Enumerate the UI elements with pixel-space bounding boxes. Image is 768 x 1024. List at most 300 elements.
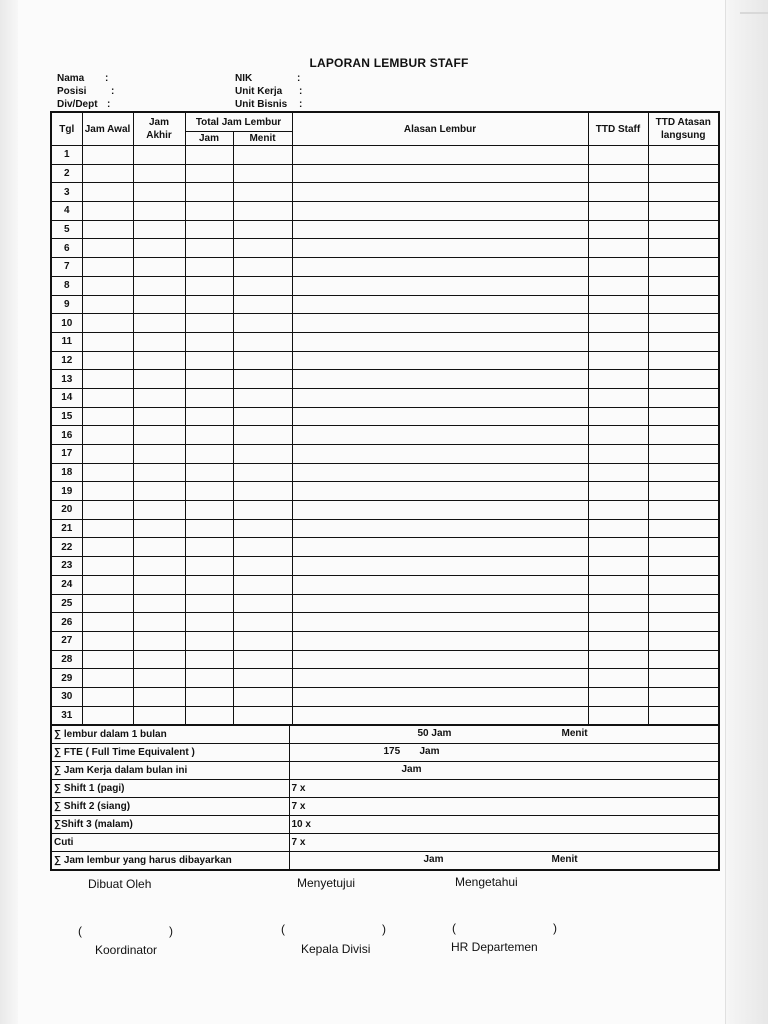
total-jam-cell [185, 613, 233, 632]
jam-akhir-cell [133, 575, 185, 594]
jam-awal-cell [82, 220, 133, 239]
total-menit-cell [233, 220, 292, 239]
scan-edge-right [725, 0, 768, 1024]
total-menit-cell [233, 295, 292, 314]
total-jam-cell [185, 220, 233, 239]
jam-akhir-cell [133, 445, 185, 464]
total-jam-cell [185, 146, 233, 165]
signature-kepala-divisi: Kepala Divisi [301, 942, 371, 956]
jam-akhir-cell [133, 202, 185, 221]
ttd-atasan-cell [648, 351, 719, 370]
jam-awal-cell [82, 351, 133, 370]
ttd-staff-cell [588, 706, 648, 725]
alasan-cell [292, 370, 588, 389]
signature-paren-close-3: ) [553, 921, 557, 935]
ttd-staff-cell [588, 202, 648, 221]
total-jam-cell [185, 706, 233, 725]
jam-akhir-cell [133, 239, 185, 258]
day-number-cell: 3 [51, 183, 82, 202]
col-header-jam-akhir-line1: Jam [148, 117, 169, 128]
total-jam-cell [185, 519, 233, 538]
day-row [51, 463, 719, 482]
summary-row [51, 762, 719, 780]
jam-awal-cell [82, 594, 133, 613]
col-header-jam-akhir [133, 112, 185, 146]
ttd-atasan-cell [648, 220, 719, 239]
ttd-atasan-cell [648, 594, 719, 613]
summary-kerja-label: ∑ Jam Kerja dalam bulan ini [51, 762, 289, 780]
total-menit-cell [233, 575, 292, 594]
field-nama-label: Nama [57, 73, 85, 84]
summary-row [51, 798, 719, 816]
jam-awal-cell [82, 146, 133, 165]
jam-awal-cell [82, 687, 133, 706]
alasan-cell [292, 314, 588, 333]
col-header-jam-awal: Jam Awal [82, 112, 133, 146]
total-menit-cell [233, 482, 292, 501]
ttd-atasan-cell [648, 146, 719, 165]
alasan-cell [292, 501, 588, 520]
day-row [51, 482, 719, 501]
ttd-atasan-cell [648, 276, 719, 295]
summary-kerja-value [289, 762, 719, 780]
ttd-staff-cell [588, 501, 648, 520]
signature-koordinator: Koordinator [95, 943, 158, 957]
field-posisi-colon: : [111, 86, 115, 97]
ttd-atasan-cell [648, 202, 719, 221]
signature-hr-departemen: HR Departemen [451, 940, 538, 954]
ttd-atasan-cell [648, 295, 719, 314]
total-jam-cell [185, 407, 233, 426]
total-jam-cell [185, 164, 233, 183]
total-menit-cell [233, 388, 292, 407]
ttd-staff-cell [588, 276, 648, 295]
jam-awal-cell [82, 669, 133, 688]
jam-akhir-cell [133, 370, 185, 389]
total-menit-cell [233, 258, 292, 277]
total-jam-cell [185, 295, 233, 314]
day-number-cell: 12 [51, 351, 82, 370]
ttd-staff-cell [588, 594, 648, 613]
alasan-cell [292, 202, 588, 221]
total-jam-cell [185, 332, 233, 351]
day-row [51, 706, 719, 725]
day-row [51, 557, 719, 576]
ttd-staff-cell [588, 631, 648, 650]
ttd-staff-cell [588, 220, 648, 239]
total-menit-cell [233, 202, 292, 221]
total-jam-cell [185, 482, 233, 501]
alasan-cell [292, 164, 588, 183]
col-header-ttd-atasan-line2: langsung [661, 130, 706, 141]
summary-fte-unit: Jam [419, 746, 440, 757]
field-unit-kerja-colon: : [299, 86, 303, 97]
total-menit-cell [233, 538, 292, 557]
alasan-cell [292, 295, 588, 314]
total-jam-cell [185, 631, 233, 650]
total-jam-cell [185, 202, 233, 221]
field-divdept [57, 99, 111, 110]
ttd-atasan-cell [648, 445, 719, 464]
ttd-atasan-cell [648, 314, 719, 333]
day-number-cell: 16 [51, 426, 82, 445]
jam-akhir-cell [133, 146, 185, 165]
jam-awal-cell [82, 463, 133, 482]
day-number-cell: 22 [51, 538, 82, 557]
total-menit-cell [233, 650, 292, 669]
ttd-atasan-cell [648, 538, 719, 557]
col-header-ttd-atasan-line1: TTD Atasan [655, 117, 711, 128]
day-row [51, 388, 719, 407]
day-number-cell: 6 [51, 239, 82, 258]
ttd-atasan-cell [648, 631, 719, 650]
field-nama-colon: : [105, 73, 109, 84]
col-header-alasan: Alasan Lembur [292, 112, 588, 146]
jam-awal-cell [82, 631, 133, 650]
total-menit-cell [233, 687, 292, 706]
summary-fte-label: ∑ FTE ( Full Time Equivalent ) [51, 744, 289, 762]
total-menit-cell [233, 631, 292, 650]
total-jam-cell [185, 370, 233, 389]
day-row [51, 370, 719, 389]
alasan-cell [292, 575, 588, 594]
total-jam-cell [185, 650, 233, 669]
jam-akhir-cell [133, 332, 185, 351]
ttd-atasan-cell [648, 482, 719, 501]
jam-akhir-cell [133, 501, 185, 520]
jam-awal-cell [82, 650, 133, 669]
jam-akhir-cell [133, 538, 185, 557]
total-jam-cell [185, 426, 233, 445]
day-number-cell: 24 [51, 575, 82, 594]
ttd-staff-cell [588, 258, 648, 277]
jam-awal-cell [82, 445, 133, 464]
ttd-atasan-cell [648, 407, 719, 426]
total-jam-cell [185, 388, 233, 407]
total-jam-cell [185, 538, 233, 557]
day-row [51, 519, 719, 538]
day-number-cell: 14 [51, 388, 82, 407]
total-jam-cell [185, 258, 233, 277]
summary-shift1-label: ∑ Shift 1 (pagi) [51, 780, 289, 798]
day-number-cell: 11 [51, 332, 82, 351]
field-unit-bisnis-colon: : [299, 99, 303, 110]
total-jam-cell [185, 575, 233, 594]
scan-edge-left [0, 0, 18, 1024]
ttd-staff-cell [588, 613, 648, 632]
alasan-cell [292, 239, 588, 258]
summary-row [51, 744, 719, 762]
jam-awal-cell [82, 202, 133, 221]
jam-awal-cell [82, 183, 133, 202]
jam-awal-cell [82, 557, 133, 576]
jam-awal-cell [82, 482, 133, 501]
alasan-cell [292, 631, 588, 650]
field-unit-kerja-label: Unit Kerja [235, 86, 283, 97]
total-jam-cell [185, 463, 233, 482]
total-jam-cell [185, 314, 233, 333]
alasan-cell [292, 538, 588, 557]
alasan-cell [292, 463, 588, 482]
summary-lembur-label: ∑ lembur dalam 1 bulan [51, 725, 289, 744]
jam-akhir-cell [133, 426, 185, 445]
total-menit-cell [233, 669, 292, 688]
total-jam-cell [185, 183, 233, 202]
total-jam-cell [185, 669, 233, 688]
jam-akhir-cell [133, 687, 185, 706]
total-menit-cell [233, 332, 292, 351]
total-menit-cell [233, 276, 292, 295]
summary-row [51, 834, 719, 852]
ttd-atasan-cell [648, 183, 719, 202]
jam-awal-cell [82, 239, 133, 258]
total-menit-cell [233, 164, 292, 183]
jam-akhir-cell [133, 519, 185, 538]
col-header-ttd-staff: TTD Staff [588, 112, 648, 146]
alasan-cell [292, 183, 588, 202]
alasan-cell [292, 687, 588, 706]
ttd-staff-cell [588, 183, 648, 202]
day-row [51, 631, 719, 650]
total-menit-cell [233, 594, 292, 613]
ttd-staff-cell [588, 426, 648, 445]
ttd-staff-cell [588, 650, 648, 669]
total-menit-cell [233, 557, 292, 576]
field-unit-bisnis [235, 99, 303, 110]
day-row [51, 164, 719, 183]
jam-akhir-cell [133, 183, 185, 202]
ttd-staff-cell [588, 575, 648, 594]
total-jam-cell [185, 445, 233, 464]
summary-lembur-jam: 50 Jam [417, 728, 452, 739]
summary-shift3-label: ∑Shift 3 (malam) [51, 816, 289, 834]
day-number-cell: 26 [51, 613, 82, 632]
total-menit-cell [233, 407, 292, 426]
day-number-cell: 7 [51, 258, 82, 277]
alasan-cell [292, 594, 588, 613]
ttd-staff-cell [588, 482, 648, 501]
total-menit-cell [233, 519, 292, 538]
day-row [51, 351, 719, 370]
total-menit-cell [233, 501, 292, 520]
ttd-atasan-cell [648, 669, 719, 688]
summary-cuti-value: 7 x [289, 834, 719, 852]
summary-bayar-label: ∑ Jam lembur yang harus dibayarkan [51, 852, 289, 871]
day-row [51, 669, 719, 688]
jam-awal-cell [82, 164, 133, 183]
ttd-atasan-cell [648, 557, 719, 576]
summary-shift2-value: 7 x [289, 798, 719, 816]
day-row [51, 538, 719, 557]
summary-fte-value: 175 [383, 746, 401, 757]
total-jam-cell [185, 557, 233, 576]
day-number-cell: 5 [51, 220, 82, 239]
ttd-atasan-cell [648, 706, 719, 725]
day-number-cell: 9 [51, 295, 82, 314]
summary-shift1-value: 7 x [289, 780, 719, 798]
total-menit-cell [233, 463, 292, 482]
jam-awal-cell [82, 332, 133, 351]
ttd-atasan-cell [648, 370, 719, 389]
alasan-cell [292, 519, 588, 538]
jam-akhir-cell [133, 613, 185, 632]
day-row [51, 332, 719, 351]
jam-awal-cell [82, 706, 133, 725]
jam-awal-cell [82, 426, 133, 445]
jam-akhir-cell [133, 258, 185, 277]
total-menit-cell [233, 370, 292, 389]
day-number-cell: 21 [51, 519, 82, 538]
day-number-cell: 30 [51, 687, 82, 706]
col-header-menit: Menit [233, 132, 292, 146]
day-number-cell: 29 [51, 669, 82, 688]
ttd-staff-cell [588, 463, 648, 482]
jam-awal-cell [82, 295, 133, 314]
total-menit-cell [233, 351, 292, 370]
signature-paren-close-2: ) [382, 922, 386, 936]
total-menit-cell [233, 146, 292, 165]
jam-awal-cell [82, 519, 133, 538]
day-row [51, 239, 719, 258]
day-row [51, 613, 719, 632]
day-number-cell: 31 [51, 706, 82, 725]
day-row [51, 407, 719, 426]
jam-akhir-cell [133, 276, 185, 295]
jam-akhir-cell [133, 594, 185, 613]
alasan-cell [292, 351, 588, 370]
col-header-jam-akhir-line2: Akhir [146, 130, 172, 141]
total-menit-cell [233, 613, 292, 632]
day-number-cell: 1 [51, 146, 82, 165]
day-number-cell: 18 [51, 463, 82, 482]
summary-row [51, 852, 719, 871]
jam-akhir-cell [133, 631, 185, 650]
ttd-staff-cell [588, 538, 648, 557]
day-row [51, 276, 719, 295]
jam-akhir-cell [133, 650, 185, 669]
field-unit-kerja [235, 86, 303, 97]
field-posisi-label: Posisi [57, 86, 87, 97]
jam-akhir-cell [133, 482, 185, 501]
field-nik [235, 73, 301, 84]
summary-lembur-menit: Menit [561, 728, 588, 739]
ttd-staff-cell [588, 669, 648, 688]
jam-awal-cell [82, 538, 133, 557]
overtime-table [50, 111, 720, 726]
ttd-atasan-cell [648, 258, 719, 277]
jam-akhir-cell [133, 388, 185, 407]
ttd-staff-cell [588, 146, 648, 165]
ttd-atasan-cell [648, 426, 719, 445]
total-menit-cell [233, 239, 292, 258]
ttd-staff-cell [588, 351, 648, 370]
day-row [51, 183, 719, 202]
day-row [51, 687, 719, 706]
alasan-cell [292, 426, 588, 445]
total-jam-cell [185, 276, 233, 295]
jam-akhir-cell [133, 295, 185, 314]
ttd-staff-cell [588, 388, 648, 407]
jam-awal-cell [82, 407, 133, 426]
jam-akhir-cell [133, 706, 185, 725]
alasan-cell [292, 258, 588, 277]
summary-cuti-label: Cuti [51, 834, 289, 852]
ttd-staff-cell [588, 687, 648, 706]
total-jam-cell [185, 351, 233, 370]
ttd-atasan-cell [648, 388, 719, 407]
ttd-atasan-cell [648, 164, 719, 183]
alasan-cell [292, 557, 588, 576]
alasan-cell [292, 220, 588, 239]
total-menit-cell [233, 706, 292, 725]
signature-paren-close-1: ) [169, 924, 173, 938]
ttd-staff-cell [588, 314, 648, 333]
jam-awal-cell [82, 501, 133, 520]
day-row [51, 445, 719, 464]
signature-paren-open-1: ( [78, 924, 82, 938]
jam-akhir-cell [133, 220, 185, 239]
jam-awal-cell [82, 575, 133, 594]
day-number-cell: 10 [51, 314, 82, 333]
day-row [51, 501, 719, 520]
summary-bayar-jam: Jam [423, 854, 444, 865]
ttd-atasan-cell [648, 501, 719, 520]
summary-fte-value-cell [289, 744, 719, 762]
jam-awal-cell [82, 388, 133, 407]
alasan-cell [292, 482, 588, 501]
summary-row [51, 725, 719, 744]
summary-kerja-unit: Jam [401, 764, 422, 775]
day-number-cell: 23 [51, 557, 82, 576]
jam-awal-cell [82, 276, 133, 295]
total-menit-cell [233, 445, 292, 464]
summary-row [51, 816, 719, 834]
ttd-atasan-cell [648, 575, 719, 594]
jam-akhir-cell [133, 463, 185, 482]
alasan-cell [292, 332, 588, 351]
jam-akhir-cell [133, 557, 185, 576]
alasan-cell [292, 706, 588, 725]
total-jam-cell [185, 501, 233, 520]
day-row [51, 258, 719, 277]
ttd-staff-cell [588, 445, 648, 464]
day-number-cell: 27 [51, 631, 82, 650]
day-number-cell: 4 [51, 202, 82, 221]
col-header-tgl: Tgl [51, 112, 82, 146]
alasan-cell [292, 388, 588, 407]
alasan-cell [292, 445, 588, 464]
signature-paren-open-2: ( [281, 922, 285, 936]
day-number-cell: 8 [51, 276, 82, 295]
summary-row [51, 780, 719, 798]
signature-mengetahui: Mengetahui [455, 875, 518, 889]
day-row [51, 314, 719, 333]
day-number-cell: 19 [51, 482, 82, 501]
day-row [51, 426, 719, 445]
day-rows [51, 146, 719, 726]
total-menit-cell [233, 314, 292, 333]
summary-bayar-value [289, 852, 719, 871]
jam-awal-cell [82, 314, 133, 333]
day-row [51, 202, 719, 221]
alasan-cell [292, 146, 588, 165]
day-row [51, 650, 719, 669]
summary-shift3-value: 10 x [289, 816, 719, 834]
ttd-staff-cell [588, 557, 648, 576]
jam-akhir-cell [133, 407, 185, 426]
summary-table [50, 724, 720, 871]
ttd-atasan-cell [648, 687, 719, 706]
